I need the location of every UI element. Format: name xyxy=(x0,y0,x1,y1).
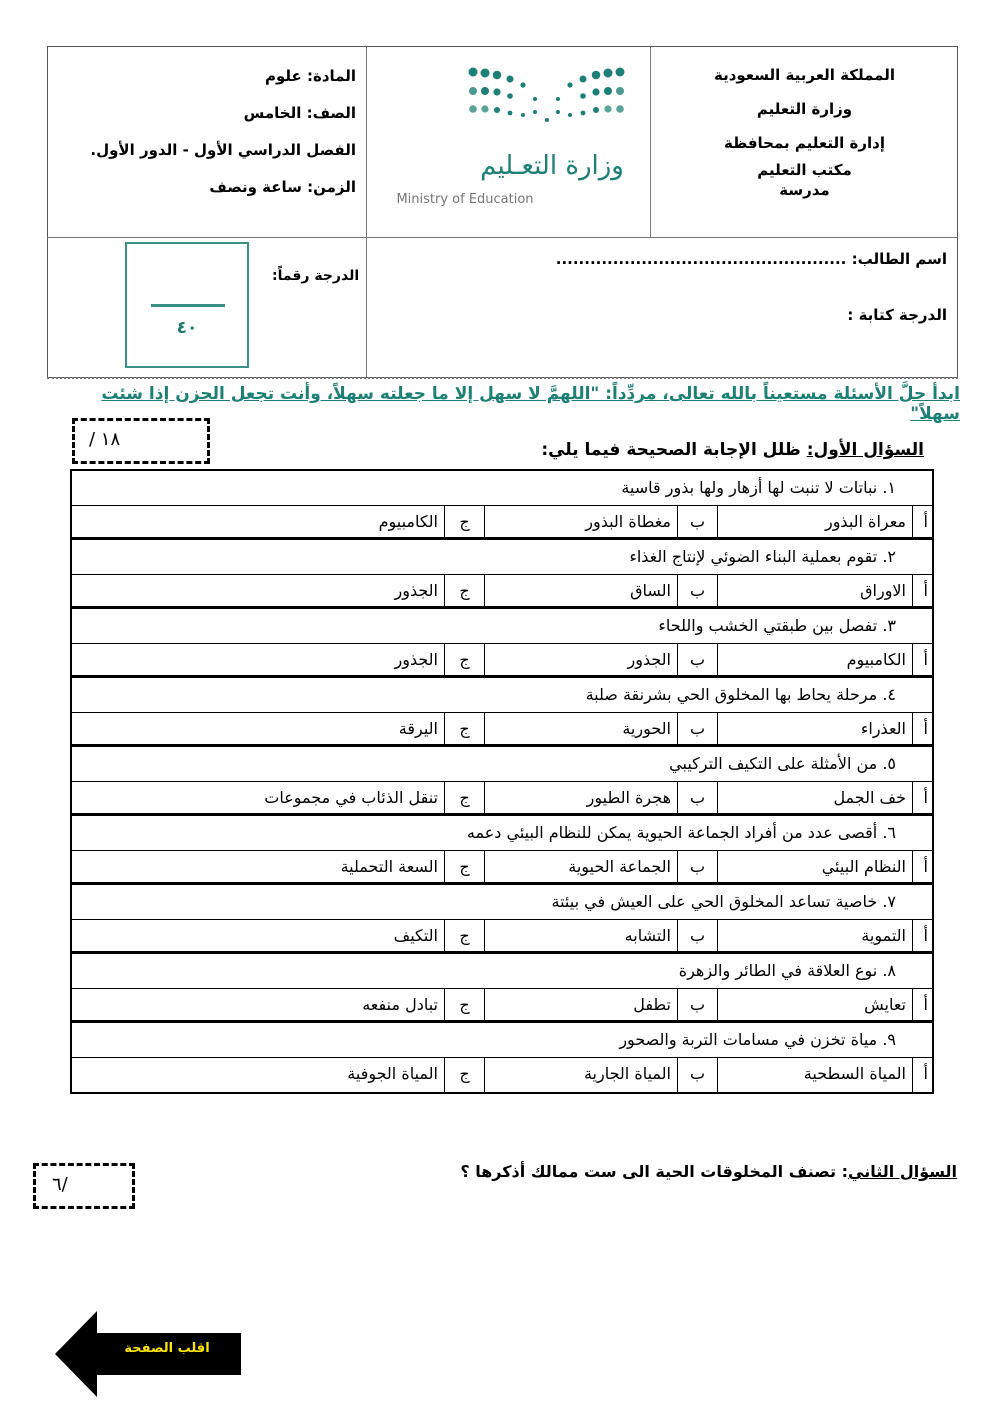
option-a[interactable]: خف الجمل xyxy=(717,782,912,813)
option-b-label: ب xyxy=(677,920,717,951)
option-c-label: ج xyxy=(444,644,484,675)
option-a[interactable]: تعايش xyxy=(717,989,912,1020)
opening-dua: ابدأ حلَّ الأسئلة مستعيناً بالله تعالى، مردِّداً: "اللهمَّ لا سهل إلا ما جعلته سهلاً، وأنت تجعل الحزن إذا شئت سهلاً" xyxy=(101,384,960,424)
option-c[interactable]: تبادل منفعه xyxy=(362,995,438,1014)
option-c[interactable]: المياة الجوفية xyxy=(347,1064,438,1083)
option-a-label: أ xyxy=(912,989,932,1020)
option-c-label: ج xyxy=(444,1058,484,1092)
option-a-label: أ xyxy=(912,506,932,537)
option-a-label: أ xyxy=(912,782,932,813)
ministry-logo xyxy=(366,46,650,238)
option-c-label: ج xyxy=(444,782,484,813)
answer-row xyxy=(72,989,932,1023)
option-b-label: ب xyxy=(677,644,717,675)
dotted-separator xyxy=(47,377,958,379)
question-stem: ٥. من الأمثلة على التكيف التركيبي xyxy=(72,747,932,782)
option-b-label: ب xyxy=(677,782,717,813)
question-stem: ١. نباتات لا تنبت لها أزهار ولها بذور قاسية xyxy=(72,471,932,506)
option-a[interactable]: معراة البذور xyxy=(717,506,912,537)
header-divider-vertical xyxy=(366,237,367,378)
exam-info-block xyxy=(47,46,366,238)
option-b-label: ب xyxy=(677,506,717,537)
question2-title: السؤال الثاني: تصنف المخلوقات الحية الى ست ممالك أذكرها ؟ xyxy=(460,1162,957,1181)
question2-score-box[interactable] xyxy=(33,1163,135,1209)
question1-score: / ١٨ xyxy=(89,429,121,450)
grade-fraction-bar xyxy=(151,304,225,307)
header-divider xyxy=(47,237,958,238)
option-b[interactable]: المياة الجارية xyxy=(484,1058,677,1092)
option-c-label: ج xyxy=(444,851,484,882)
answer-row xyxy=(72,644,932,678)
svg-text:وزارة التعـليم: وزارة التعـليم xyxy=(480,151,624,181)
option-a-label: أ xyxy=(912,851,932,882)
school-line: مدرسة xyxy=(779,181,830,199)
option-c[interactable]: السعة التحملية xyxy=(340,857,438,876)
answer-row xyxy=(72,920,932,954)
option-c-label: ج xyxy=(444,989,484,1020)
logo-dots-icon xyxy=(367,46,651,238)
student-name-field[interactable]: اسم الطالب: ................................................... xyxy=(555,250,947,268)
question-stem: ٨. نوع العلاقة في الطائر والزهرة xyxy=(72,954,932,989)
option-c[interactable]: الجذور xyxy=(394,650,438,669)
option-a-label: أ xyxy=(912,713,932,744)
option-a[interactable]: الاوراق xyxy=(717,575,912,606)
option-a[interactable]: العذراء xyxy=(717,713,912,744)
grade-total: ٤٠ xyxy=(176,318,198,338)
option-b[interactable]: تطفل xyxy=(484,989,677,1020)
question2-score: ٦/ xyxy=(52,1174,68,1195)
question-stem: ٤. مرحلة يحاط بها المخلوق الحي بشرنقة صلبة xyxy=(72,678,932,713)
grade-level-line: الصف: الخامس xyxy=(243,104,356,122)
option-b-label: ب xyxy=(677,713,717,744)
answer-row xyxy=(72,575,932,609)
option-b-label: ب xyxy=(677,575,717,606)
subject-line: المادة: علوم xyxy=(264,67,356,85)
directorate-line: إدارة التعليم بمحافظة xyxy=(724,134,885,152)
option-a[interactable]: الكامبيوم xyxy=(717,644,912,675)
flip-page-label: اقلب الصفحة xyxy=(124,1341,210,1356)
ministry-line: وزارة التعليم xyxy=(756,100,853,118)
question-stem: ٩. مياة تخزن في مسامات التربة والصحور xyxy=(72,1023,932,1058)
option-b-label: ب xyxy=(677,1058,717,1092)
option-b[interactable]: هجرة الطيور xyxy=(484,782,677,813)
option-c[interactable]: التكيف xyxy=(393,926,438,945)
option-a[interactable]: التموية xyxy=(717,920,912,951)
flip-page-button[interactable] xyxy=(55,1311,241,1397)
question-stem: ٧. خاصية تساعد المخلوق الحي على العيش في بيئتة xyxy=(72,885,932,920)
answer-row xyxy=(72,782,932,816)
answer-row xyxy=(72,1058,932,1092)
svg-text:Ministry of Education: Ministry of Education xyxy=(396,192,534,207)
option-b[interactable]: الجماعة الحيوية xyxy=(484,851,677,882)
question1-score-box[interactable] xyxy=(72,418,210,464)
option-b-label: ب xyxy=(677,989,717,1020)
grade-written-field[interactable]: الدرجة كتابة : xyxy=(847,306,947,324)
grade-numeric-box[interactable] xyxy=(125,242,249,368)
option-b[interactable]: التشابه xyxy=(484,920,677,951)
answer-row xyxy=(72,506,932,540)
option-c-label: ج xyxy=(444,506,484,537)
option-a-label: أ xyxy=(912,575,932,606)
question-stem: ٣. تفصل بين طبقتي الخشب واللحاء xyxy=(72,609,932,644)
option-c-label: ج xyxy=(444,920,484,951)
option-a-label: أ xyxy=(912,1058,932,1092)
question-stem: ٢. تقوم بعملية البناء الضوئي لإنتاج الغذاء xyxy=(72,540,932,575)
option-a-label: أ xyxy=(912,644,932,675)
mcq-table xyxy=(70,469,934,1094)
option-b[interactable]: الجذور xyxy=(484,644,677,675)
option-b[interactable]: الحورية xyxy=(484,713,677,744)
office-line: مكتب التعليم xyxy=(757,161,852,179)
question1-title: السؤال الأول: ظلل الإجابة الصحيحة فيما يلي: xyxy=(541,440,924,460)
answer-row xyxy=(72,851,932,885)
question-stem: ٦. أقصى عدد من أفراد الجماعة الحيوية يمكن للنظام البيئي دعمه xyxy=(72,816,932,851)
ministry-block xyxy=(650,46,958,238)
option-c[interactable]: تنقل الذئاب في مجموعات xyxy=(264,788,438,807)
grade-numeric-label: الدرجة رقماً: xyxy=(272,268,360,284)
kingdom-line: المملكة العربية السعودية xyxy=(713,66,896,84)
option-c-label: ج xyxy=(444,713,484,744)
option-c[interactable]: الكامبيوم xyxy=(378,512,438,531)
answer-row xyxy=(72,713,932,747)
duration-line: الزمن: ساعة ونصف xyxy=(209,178,356,196)
option-a[interactable]: المياة السطحية xyxy=(717,1058,912,1092)
semester-line: الفصل الدراسي الأول - الدور الأول. xyxy=(90,141,356,159)
option-a-label: أ xyxy=(912,920,932,951)
option-b[interactable]: الساق xyxy=(484,575,677,606)
option-a[interactable]: النظام البيئي xyxy=(717,851,912,882)
option-c-label: ج xyxy=(444,575,484,606)
option-c[interactable]: الجذور xyxy=(394,581,438,600)
option-b-label: ب xyxy=(677,851,717,882)
option-c[interactable]: اليرقة xyxy=(398,719,438,738)
option-b[interactable]: مغطاة البذور xyxy=(484,506,677,537)
